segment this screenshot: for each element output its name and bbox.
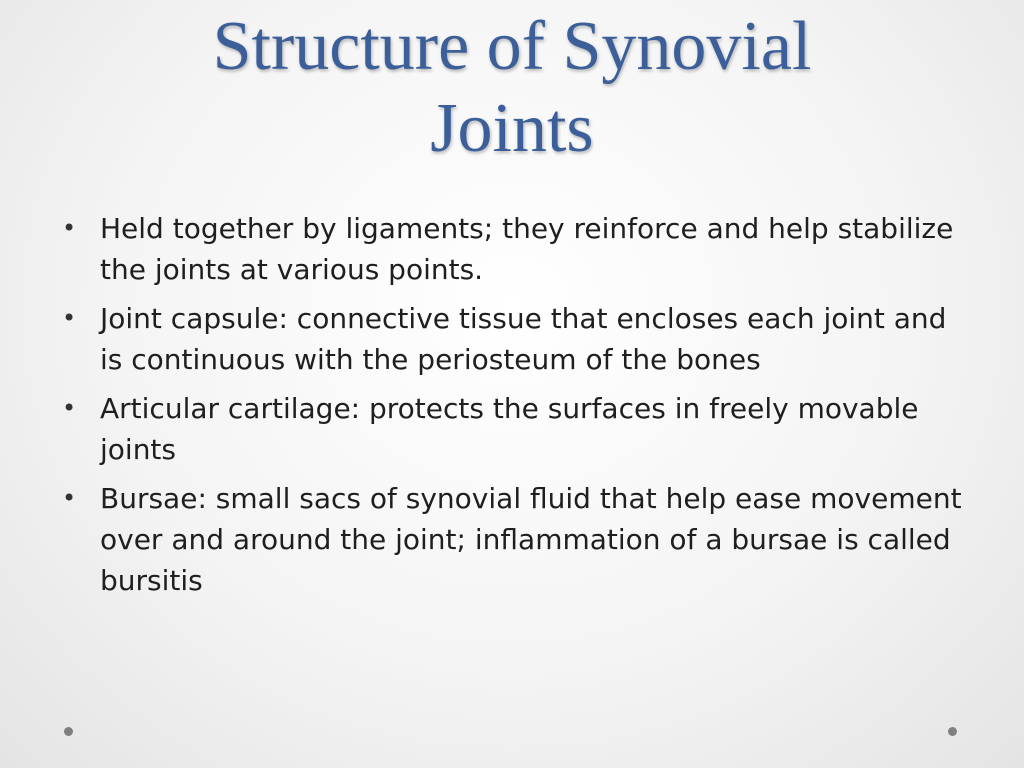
bullet-text: Held together by ligaments; they reinforce and help stabilize the joints at various points.: [100, 212, 954, 286]
bullet-text: Articular cartilage: protects the surfaces in freely movable joints: [100, 392, 919, 466]
bullet-icon: •: [62, 484, 77, 512]
bullet-icon: •: [62, 214, 77, 242]
slide-title: [60, 6, 964, 170]
bullet-item: [56, 298, 976, 380]
bullet-item: [56, 388, 976, 470]
corner-dot-left-icon: [64, 727, 73, 736]
bullet-text: Joint capsule: connective tissue that encloses each joint and is continuous with the periosteum of the bones: [100, 302, 947, 376]
bullet-item: [56, 208, 976, 290]
bullet-item: [56, 478, 976, 601]
bullet-icon: •: [62, 304, 77, 332]
slide-title-line-1: Structure of Synovial: [212, 8, 812, 85]
corner-dot-right-icon: [948, 727, 957, 736]
slide-title-line-2: Joints: [430, 90, 594, 167]
bullet-text: Bursae: small sacs of synovial fluid that help ease movement over and around the joint; inflammation of a bursae is called bursitis: [100, 482, 962, 597]
bullet-icon: •: [62, 394, 77, 422]
bullet-list: [56, 208, 976, 609]
